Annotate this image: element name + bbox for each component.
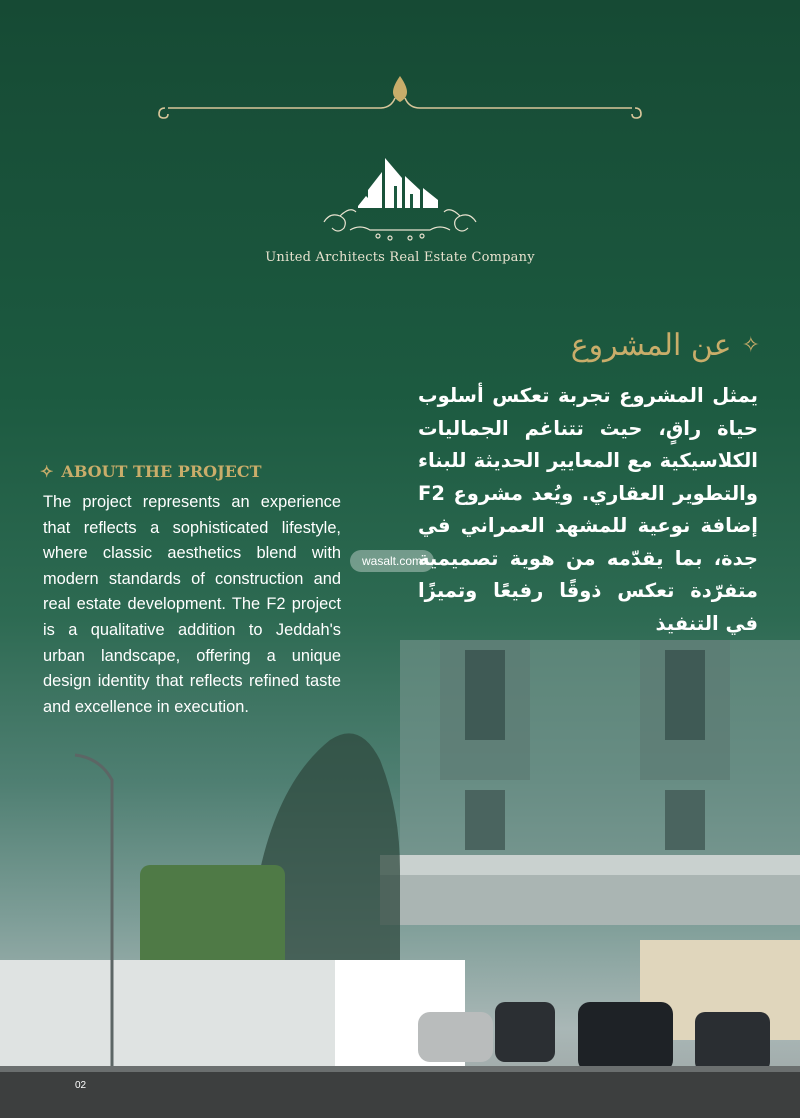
- english-heading: [40, 462, 261, 481]
- watermark: wasalt.com: [350, 550, 434, 572]
- arabic-body-text: يمثل المشروع تجربة تعكس أسلوب حياة راقٍ، حيث تتناغم الجماليات الكلاسيكية مع المعايير الحديثة للبناء والتطوير العقاري. ويُعد مشروع F2 إضافة نوعية للمشهد العمراني في جدة، بما يقدّمه من هوية تصميمية متفرّدة تعكس ذوقًا رفيعًا وتميزًا في التنفيذ: [418, 384, 758, 635]
- page-number: 02: [75, 1080, 87, 1091]
- english-body-text: The project represents an experience that reflects a sophisticated lifestyle, where classic aesthetics blend with modern standards of construction and real estate development. The F2 project is a qualitative addition to Jeddah's urban landscape, offering a unique design identity that reflects refined taste and excellence in execution.: [43, 493, 341, 716]
- ornamental-divider-icon: [155, 72, 645, 122]
- building-render-image: [0, 640, 800, 1118]
- arabic-heading: [460, 328, 760, 363]
- company-name: United Architects Real Estate Company: [265, 250, 535, 265]
- buildings-logo-icon: [320, 150, 480, 245]
- english-heading-text: ABOUT THE PROJECT: [61, 462, 262, 481]
- arabic-heading-text: عن المشروع: [570, 328, 732, 363]
- sparkle-icon: ✧: [741, 333, 760, 358]
- sparkle-icon: ✧: [40, 462, 54, 481]
